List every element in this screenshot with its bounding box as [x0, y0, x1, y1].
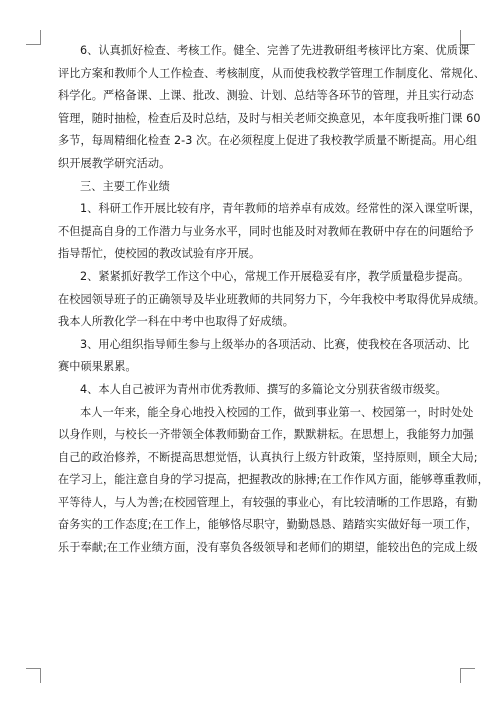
text-line: 2、紧紧抓好教学工作这个中心，常规工作开展稳妥有序，教学质量稳步提高。 [80, 269, 470, 283]
text-line: 乐于奉献;在工作业绩方面，没有辜负各级领导和老师们的期望，能较出色的完成上级 [58, 541, 478, 555]
text-line: 奋务实的工作态度;在工作上，能够恪尽职守，勤勤恳恳、踏踏实实做好每一项工作， [58, 518, 478, 532]
text-line: 管理，随时抽检，检查后及时总结，及时与相关老师交换意见，本年度我听推门课 60 [58, 111, 481, 125]
text-line: 指导帮忙，使校园的教改试验有序开展。 [58, 247, 261, 261]
document-body [58, 40, 489, 560]
text-line: 多节，每周精细化检查 2-3 次。在必须程度上促进了我校教学质量不断提高。用心组 [58, 134, 477, 148]
crop-mark-bottom-right [460, 668, 475, 683]
text-line: 6、认真抓好检查、考核工作。健全、完善了先进教研组考核评比方案、优质课 [80, 44, 470, 57]
text-line: 以身作则，与校长一齐带领全体教师勤奋工作，默默耕耘。在思想上，我能努力加强 [58, 428, 474, 442]
crop-mark-bottom-left [26, 668, 41, 683]
text-line: 自己的政治修养，不断提高思想觉悟，认真执行上级方针政策，坚持原则，顾全大局; [58, 450, 478, 464]
text-line: 科学化。严格备课、上课、批改、测验、计划、总结等各环节的管理，并且实行动态 [58, 89, 474, 103]
text-line: 平等待人，与人为善;在校园管理上，有较强的事业心，有比较清晰的工作思路，有勤 [58, 495, 478, 509]
section-heading: 三、主要工作业绩 [80, 179, 170, 193]
text-line: 在校园领导班子的正确领导及毕业班教师的共同努力下，今年我校中考取得优异成绩。 [58, 292, 486, 306]
crop-mark-top-left [26, 30, 41, 45]
text-line: 不但提高自身的工作潜力与业务水平，同时也能及时对教师在教研中存在的问题给予 [58, 224, 474, 238]
text-line: 评比方案和教师个人工作检查、考核制度，从而使我校教学管理工作制度化、常规化、 [58, 66, 486, 80]
text-line: 在学习上，能注意自身的学习提高，把握教改的脉搏;在工作作风方面，能够尊重教师， [58, 473, 489, 487]
text-line: 本人一年来，能全身心地投入校园的工作，做到事业第一、校园第一，时时处处 [80, 405, 474, 419]
text-line: 赛中硕果累累。 [58, 360, 137, 374]
text-line: 我本人所教化学一科在中考中也取得了好成绩。 [58, 315, 294, 329]
text-line: 织开展教学研究活动。 [58, 156, 171, 170]
text-line: 3、用心组织指导师生参与上级举办的各项活动、比赛，使我校在各项活动、比 [80, 337, 470, 351]
text-line: 1、科研工作开展比较有序，青年教师的培养卓有成效。经常性的深入课堂听课， [80, 202, 481, 216]
text-line: 4、本人自己被评为青州市优秀教师、撰写的多篇论文分别获省级市级奖。 [80, 382, 447, 396]
